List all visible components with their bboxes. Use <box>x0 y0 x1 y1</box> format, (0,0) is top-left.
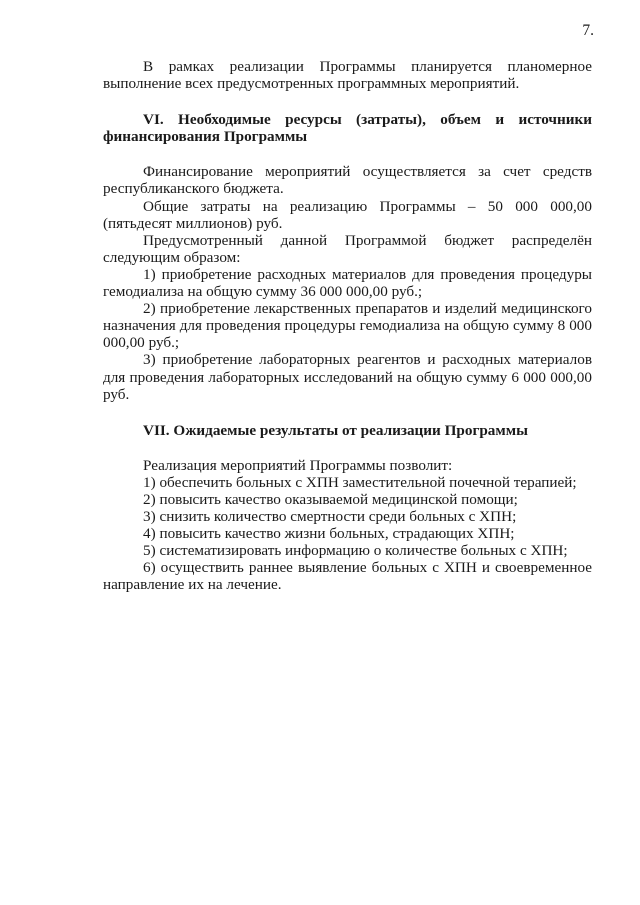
page-content <box>103 58 592 594</box>
section-7-list-item: 6) осуществить раннее выявление больных с ХПН и своевременное направление их на лечение. <box>103 559 592 594</box>
section-6-list-item: 3) приобретение лабораторных реагентов и расходных материалов для проведения лабораторных исследований на общую сумму 6 000 000,00 руб. <box>103 351 592 403</box>
section-7-list-item: 1) обеспечить больных с ХПН заместительной почечной терапией; <box>143 473 577 491</box>
section-7-lead: Реализация мероприятий Программы позволит: <box>143 456 453 474</box>
section-6-paragraph-total-cost: Общие затраты на реализацию Программы – 50 000 000,00 (пятьдесят миллионов) руб. <box>103 197 592 232</box>
section-7-list-item: 2) повысить качество оказываемой медицинской помощи; <box>143 490 518 508</box>
section-6-heading: VI. Необходимые ресурсы (затраты), объем и источники финансирования Программы <box>103 111 592 146</box>
section-7-heading: VII. Ожидаемые результаты от реализации Программы <box>143 421 528 439</box>
section-6-body <box>103 163 592 402</box>
page-number: 7. <box>582 22 594 39</box>
section-6-list-item: 1) приобретение расходных материалов для проведения процедуры гемодиализа на общую сумму 36 000 000,00 руб.; <box>103 265 592 301</box>
section-6-paragraph-budget: Предусмотренный данной Программой бюджет распределён следующим образом: <box>103 231 592 266</box>
intro-paragraph: В рамках реализации Программы планируется планомерное выполнение всех предусмотренных программных мероприятий. <box>103 58 592 93</box>
section-7-list-item: 3) снизить количество смертности среди больных с ХПН; <box>143 508 517 526</box>
section-7-list-item: 4) повысить качество жизни больных, страдающих ХПН; <box>143 525 515 543</box>
section-7-body <box>103 457 592 594</box>
section-7-list-item: 5) систематизировать информацию о количестве больных с ХПН; <box>143 542 568 560</box>
section-6-paragraph-funding: Финансирование мероприятий осуществляется за счет средств республиканского бюджета. <box>103 163 592 198</box>
section-6-list-item: 2) приобретение лекарственных препаратов и изделий медицинского назначения для проведения процедуры гемодиализа на общую сумму 8 000 000,00 руб.; <box>103 300 592 352</box>
